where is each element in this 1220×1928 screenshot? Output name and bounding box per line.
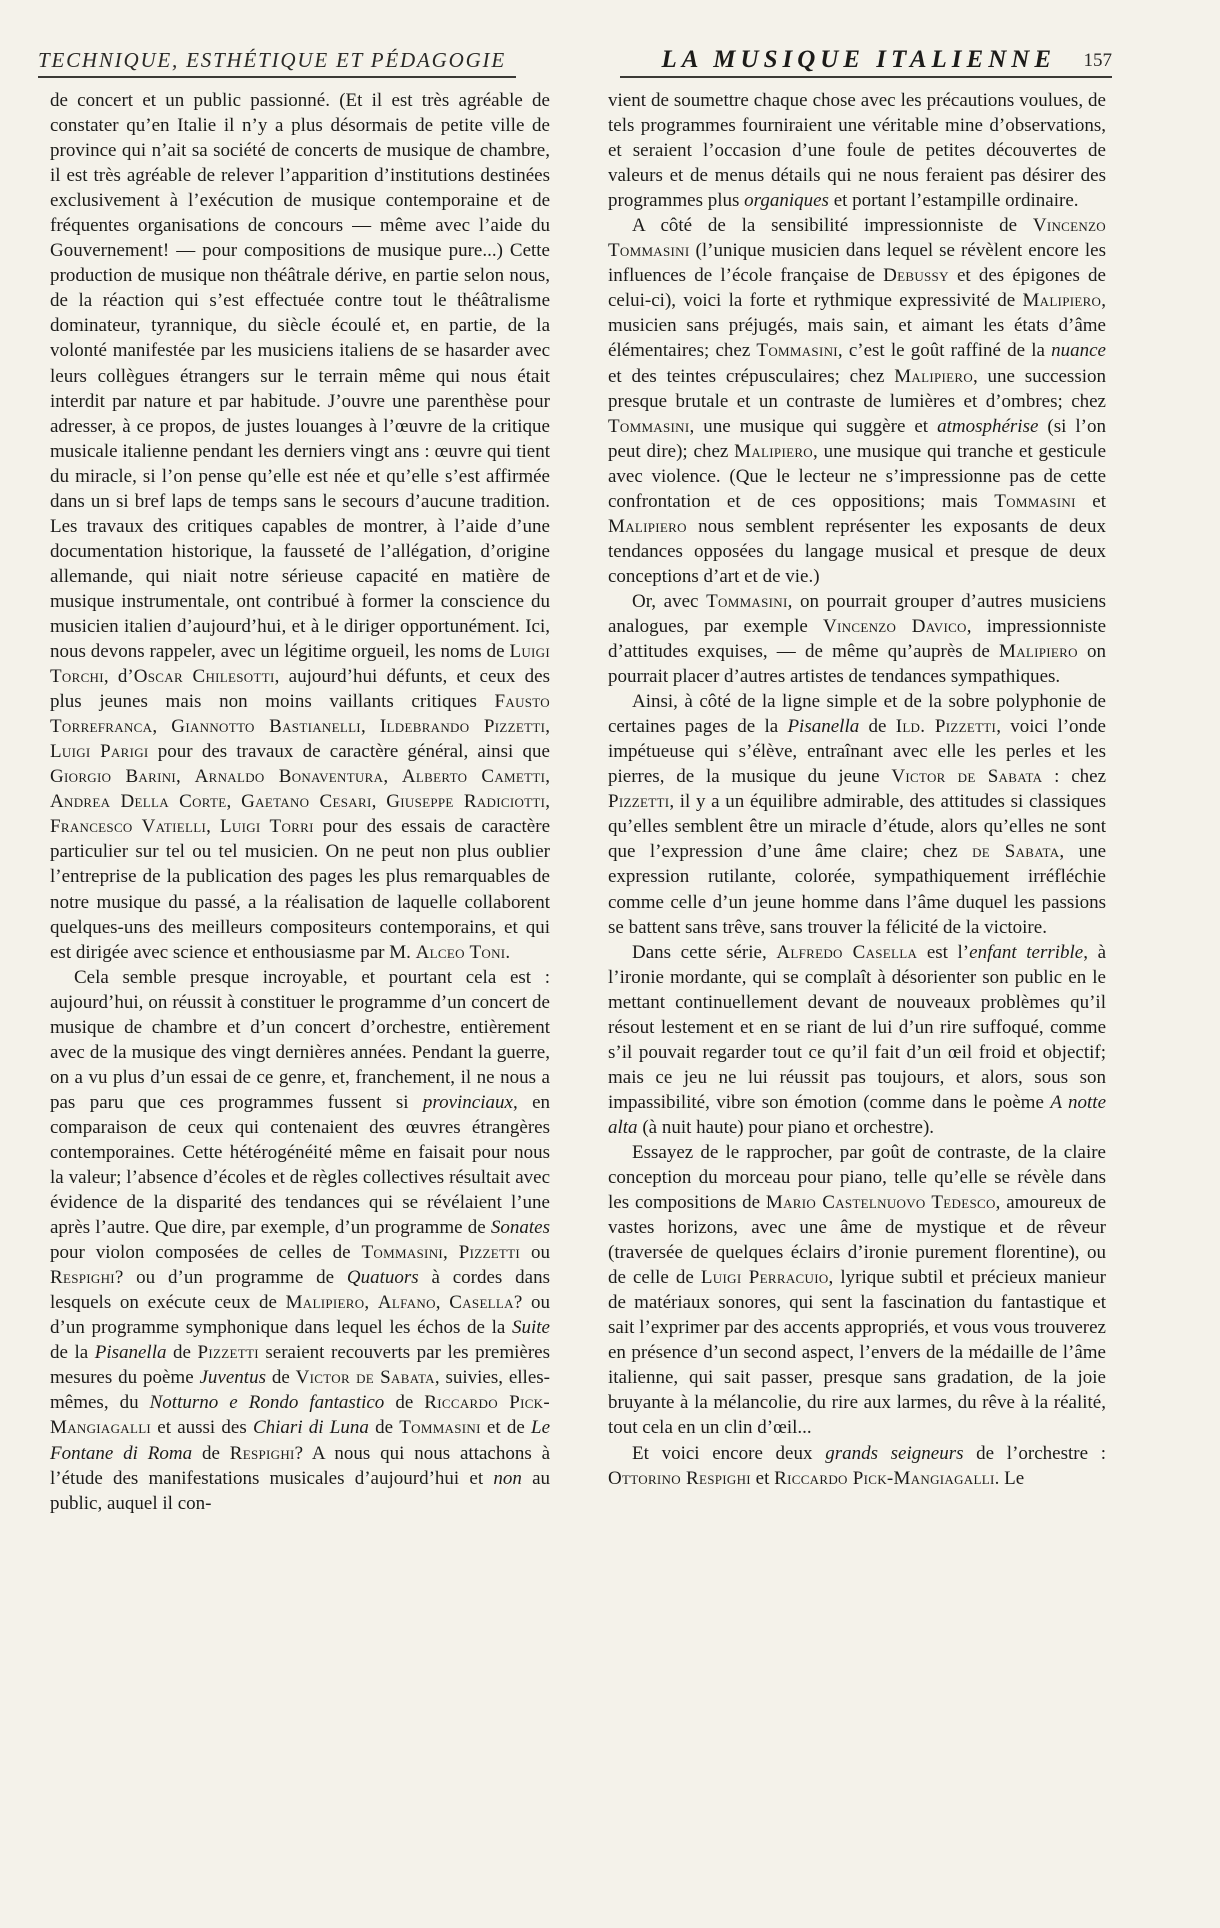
paragraph: de concert et un public passionné. (Et il est très agréable de constater qu’en Italie il n’y a plus désormais de petite ville de province qui n’ait sa société de concerts de musique de chambre, il est très agréable de relever l’apparition d’institutions destinées exclusivement à l’exécution de musique contemporaine et de fréquentes organisations de concours — même avec l’aide du Gouvernement! — pour compositions de musique pure...) Cette production de musique non théâtrale dérive, en partie selon nous, de la réaction qui s’est effectuée contre tout le théâtralisme dominateur, tyrannique, du siècle écoulé et, en partie, de la volonté manifestée par les musiciens italiens de se hasarder avec leurs collègues étrangers sur le terrain même qui nous était interdit par nature et par habitude. J’ouvre une parenthèse pour adresser, à ce propos, de justes louanges à l’œuvre de la critique musicale italienne pendant les derniers vingt ans : œuvre qui tient du miracle, si l’on pense qu’elle est née et qu’elle s’est affirmée dans un si bref laps de temps sans le secours d’aucune tradition. Les travaux des critiques capables de montrer, à l’aide d’une documentation historique, la fausseté de l’allégation, d’origine allemande, qui niait notre sérieuse capacité en matière de musique instrumentale, ont contribué à former la conscience du musicien italien d’aujourd’hui, et à le diriger opportunément. Ici, nous devons rappeler, avec un légitime orgueil, les noms de Luigi Torchi, d’Oscar Chilesotti, aujourd’hui défunts, et ceux des plus jeunes mais non moins vaillants critiques Fausto Torrefranca, Giannotto Bastianelli, Ildebrando Pizzetti, Luigi Parigi pour des travaux de caractère général, ainsi que Giorgio Barini, Arnaldo Bonaventura, Alberto Cametti, Andrea Della Corte, Gaetano Cesari, Giuseppe Radiciotti, Francesco Vatielli, Luigi Torri pour des essais de caractère particulier sur tel ou tel musicien. On ne peut non plus oublier l’entreprise de la publication des pages les plus remarquables de notre musique du passé, a la réalisation de laquelle collaborent quelques-uns des meilleurs compositeurs contemporains, et qui est dirigée avec science et enthousiasme par M. Alceo Toni. — [50, 90, 551, 963]
header-left-title: TECHNIQUE, ESTHÉTIQUE ET PÉDAGOGIE — [38, 48, 506, 72]
header-rule-right — [620, 76, 1112, 78]
paragraph: A côté de la sensibilité impressionniste de Vincenzo Tommasini (l’unique musicien dans lequel se révèlent encore les influences de l’école française de Debussy et des épigones de celui-ci), voici la forte et rythmique expressivité de Malipiero, musicien sans préjugés, mais sain, et aimant les états d’âme élémentaires; chez Tommasini, c’est le goût raffiné de la nuance et des teintes crépusculaires; chez Malipiero, une succession presque brutale et un contraste de lumières et d’ombres; chez Tommasini, une musique qui suggère et atmosphérise (si l’on peut dire); chez Malipiero, une musique qui tranche et gesticule avec violence. (Que le lecteur ne s’impressionne pas de cette confrontation et de ces oppositions; mais Tommasini et Malipiero nous semblent représenter les exposants de deux tendances opposées du langage musical et presque de deux conceptions d’art et de vie.) — [608, 215, 1106, 587]
paragraph: Cela semble presque incroyable, et pourtant cela est : aujourd’hui, on réussit à constituer le programme d’un concert de musique de chambre et d’un concert d’orchestre, entièrement avec de la musique des vingt dernières années. Pendant la guerre, on a vu plus d’un essai de ce genre, et, franchement, il ne nous a pas paru que ces programmes fussent si provinciaux, en comparaison de ceux qui contenaient des œuvres étrangères contemporaines. Cette hétérogénéité même en faisait pour nous la valeur; l’absence d’écoles et de règles collectives résultait avec évidence de la disparité des tendances qui se révélaient l’une après l’autre. Que dire, par exemple, d’un programme de Sonates pour violon composées de celles de Tommasini, Pizzetti ou Respighi? ou d’un programme de Quatuors à cordes dans lesquels on exécute ceux de Malipiero, Alfano, Casella? ou d’un programme symphonique dans lequel les échos de la Suite de la Pisanella de Pizzetti seraient recouverts par les premières mesures du poème Juventus de Victor de Sabata, suivies, elles-mêmes, du Notturno e Rondo fantastico de Riccardo Pick-Mangiagalli et aussi des Chiari di Luna de Tommasini et de Le Fontane di Roma de Respighi? A nous qui nous attachons à l’étude des manifestations musicales d’aujourd’hui et non au public, auquel il con- — [50, 966, 551, 1514]
paragraph: Et voici encore deux grands seigneurs de l’orchestre : Ottorino Respighi et Riccardo Pick-Mangiagalli. Le — [608, 1442, 1107, 1489]
paragraph: Essayez de le rapprocher, par goût de contraste, de la claire conception du morceau pour piano, telle qu’elle se révèle dans les compositions de Mario Castelnuovo Tedesco, amoureux de vastes horizons, avec une âme de mystique et de rêveur (traversée de quelques éclairs d’ironie purement florentine), ou de celle de Luigi Perracuio, lyrique subtil et précieux manieur de matériaux sonores, qui sent la fascination du fantastique et sait l’exprimer par des accents appropriés, et vous vous trouverez en présence d’un second aspect, l’envers de la médaille de l’âme italienne, qui sait passer, presque sans gradation, de la joie bruyante à la mélancolie, du rire aux larmes, du rêve à la réalité, tout cela en un clin d’œil... — [608, 1141, 1106, 1439]
page-number: 157 — [1083, 50, 1112, 71]
text-column-left — [50, 88, 550, 1516]
text-column-right — [608, 88, 1106, 1491]
column-divider — [578, 88, 579, 1708]
paragraph: Ainsi, à côté de la ligne simple et de la sobre polyphonie de certaines pages de la Pisanella de Ild. Pizzetti, voici l’onde impétueuse qui s’élève, entraînant avec elle les perles et les pierres, de la musique du jeune Victor de Sabata : chez Pizzetti, il y a un équilibre admirable, des attitudes si classiques qu’elles semblent être un miracle d’étude, alors qu’elles ne sont que l’expression d’une âme claire; chez de Sabata, une expression rutilante, colorée, sympathiquement irréfléchie comme celle d’un jeune homme dans l’âme duquel les passions se battent sans trêve, sans trouver la félicité de la victoire. — [608, 691, 1107, 938]
paragraph: Or, avec Tommasini, on pourrait grouper d’autres musiciens analogues, par exemple Vincenzo Davico, impressionniste d’attitudes exquises, — de même qu’auprès de Malipiero on pourrait placer d’autres artistes de tendances sympathiques. — [608, 590, 1107, 688]
paragraph: Dans cette série, Alfredo Casella est l’enfant terrible, à l’ironie mordante, qui se complaît à désorienter son public en le mettant continuellement devant de nouveaux problèmes qu’il résout lestement et en se riant de lui d’un rire suffoqué, comme s’il pouvait regarder tout ce qu’il fait d’un œil froid et objectif; mais ce jeu ne lui réussit pas toujours, et alors, sous son impassibilité, vibre son émotion (comme dans le poème A notte alta (à nuit haute) pour piano et orchestre). — [608, 941, 1107, 1138]
header-right-title: LA MUSIQUE ITALIENNE — [661, 46, 1056, 73]
paragraph: vient de soumettre chaque chose avec les précautions voulues, de tels programmes fourniraient une véritable mine d’observations, et seraient l’occasion d’une foule de petites découvertes de valeurs et de menus détails qui ne nous feraient pas désirer des programmes plus organiques et portant l’estampille ordinaire. — [608, 90, 1106, 212]
running-header — [38, 46, 1112, 80]
header-rule-left — [38, 76, 516, 78]
